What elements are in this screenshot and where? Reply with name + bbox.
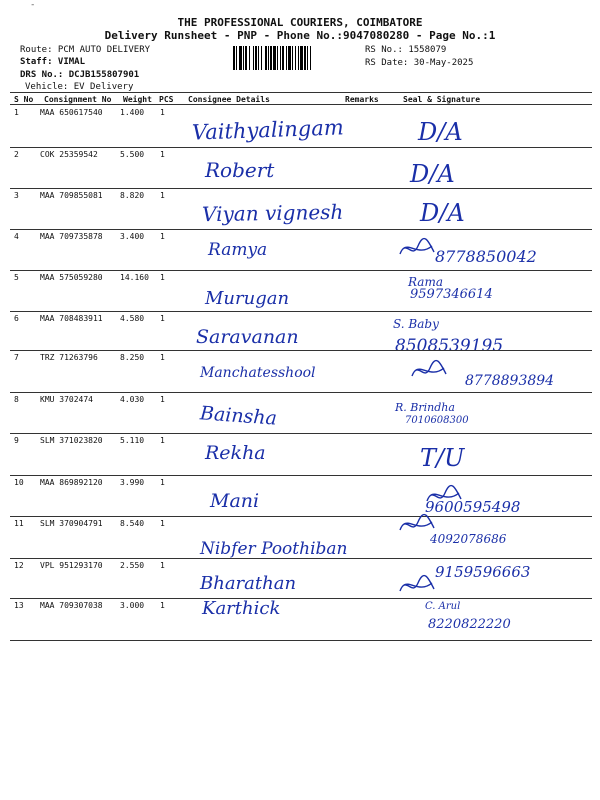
row-sno: 3	[14, 191, 19, 200]
row-consignment-no: MAA 869892120	[40, 478, 103, 487]
row-divider	[10, 475, 592, 476]
row-signature-handwriting: 9159596663	[435, 563, 531, 581]
table-end-rule	[10, 640, 592, 641]
row-consignee-handwriting: Karthick	[202, 598, 281, 619]
row-signature-handwriting-2: 8220822220	[428, 617, 511, 632]
row-signature-handwriting: D/A	[410, 160, 455, 188]
col-consignee: Consignee Details	[188, 95, 270, 104]
barcode-bar	[243, 46, 244, 70]
row-weight: 8.250	[120, 353, 145, 362]
row-consignee-handwriting: Ramya	[208, 240, 268, 260]
row-sno: 7	[14, 353, 19, 362]
row-pcs: 1	[160, 353, 165, 362]
col-sno: S No	[14, 95, 34, 104]
barcode-bar	[253, 46, 254, 70]
row-signature-handwriting: D/A	[418, 118, 463, 146]
row-signature-handwriting: S. Baby	[393, 317, 439, 331]
row-sno: 1	[14, 108, 19, 117]
row-signature-handwriting: Rama	[408, 275, 443, 289]
row-signature-handwriting: 8778850042	[435, 247, 537, 266]
barcode-bar	[307, 46, 308, 70]
row-weight: 5.110	[120, 436, 145, 445]
row-divider	[10, 516, 592, 517]
row-signature-handwriting: T/U	[420, 444, 465, 472]
row-consignee-handwriting: Vaithyalingam	[191, 115, 345, 145]
barcode-bar	[282, 46, 284, 70]
signature-scribble	[425, 483, 465, 509]
row-weight: 8.820	[120, 191, 145, 200]
col-remarks: Remarks	[345, 95, 379, 104]
row-divider	[10, 311, 592, 312]
barcode-bar	[268, 46, 269, 70]
row-weight: 4.030	[120, 395, 145, 404]
row-consignment-no: MAA 709735878	[40, 232, 103, 241]
row-consignee-handwriting: Murugan	[205, 288, 290, 309]
row-pcs: 1	[160, 232, 165, 241]
corner-mark: -	[30, 0, 36, 10]
row-sno: 10	[14, 478, 24, 487]
barcode-bar	[233, 46, 235, 70]
row-divider	[10, 270, 592, 271]
row-divider	[10, 392, 592, 393]
route-label: Route: PCM AUTO DELIVERY	[20, 45, 151, 55]
row-consignment-no: MAA 708483911	[40, 314, 103, 323]
col-pcs: PCS	[159, 95, 174, 104]
row-signature-handwriting-2: 8508539195	[395, 336, 504, 356]
row-consignment-no: MAA 709855081	[40, 191, 103, 200]
barcode-bar	[245, 46, 247, 70]
rs-number: RS No.: 1558079	[365, 45, 447, 55]
rs-date: RS Date: 30-May-2025	[365, 58, 474, 68]
row-divider	[10, 188, 592, 189]
barcode-bar	[270, 46, 272, 70]
row-signature-handwriting: C. Arul	[425, 601, 461, 612]
row-weight: 3.400	[120, 232, 145, 241]
row-pcs: 1	[160, 150, 165, 159]
runsheet-subtitle: Delivery Runsheet - PNP - Phone No.:9047080280 - Page No.:1	[104, 29, 496, 42]
row-divider	[10, 558, 592, 559]
row-pcs: 1	[160, 395, 165, 404]
vehicle-label: Vehicle: EV Delivery	[25, 82, 134, 92]
row-consignment-no: COK 25359542	[40, 150, 98, 159]
row-sno: 13	[14, 601, 24, 610]
row-divider	[10, 229, 592, 230]
signature-scribble	[410, 358, 450, 384]
row-pcs: 1	[160, 314, 165, 323]
row-sno: 5	[14, 273, 19, 282]
barcode-bar	[261, 46, 262, 70]
barcode-bar	[295, 46, 296, 70]
row-divider	[10, 350, 592, 351]
row-consignment-no: SLM 370904791	[40, 519, 103, 528]
barcode-bar	[298, 46, 299, 70]
row-signature-handwriting-2: 7010608300	[405, 415, 469, 426]
row-pcs: 1	[160, 601, 165, 610]
row-weight: 4.580	[120, 314, 145, 323]
drs-label: DRS No.: DCJB155807901	[20, 70, 140, 80]
row-signature-handwriting: R. Brindha	[395, 401, 455, 414]
company-title: THE PROFESSIONAL COURIERS, COIMBATORE	[177, 16, 423, 29]
barcode-bar	[304, 46, 306, 70]
row-signature-handwriting: D/A	[420, 199, 465, 227]
row-sno: 9	[14, 436, 19, 445]
barcode-bar	[310, 46, 311, 70]
row-consignment-no: MAA 709307038	[40, 601, 103, 610]
barcode-bar	[239, 46, 242, 70]
barcode-bar	[265, 46, 267, 70]
barcode-bar	[292, 46, 293, 70]
row-sno: 6	[14, 314, 19, 323]
row-weight: 3.000	[120, 601, 145, 610]
row-consignment-no: MAA 575059280	[40, 273, 103, 282]
col-seal-signature: Seal & Signature	[403, 95, 481, 104]
header-rule-top	[10, 92, 592, 93]
row-consignment-no: TRZ 71263796	[40, 353, 98, 362]
row-consignee-handwriting: Mani	[210, 490, 260, 512]
row-signature-handwriting: 9600595498	[425, 498, 521, 516]
row-pcs: 1	[160, 561, 165, 570]
row-pcs: 1	[160, 436, 165, 445]
row-divider	[10, 598, 592, 599]
row-consignee-handwriting: Bainsha	[199, 402, 278, 430]
col-weight: Weight	[123, 95, 152, 104]
row-consignment-no: VPL 951293170	[40, 561, 103, 570]
row-signature-handwriting-2: 9597346614	[410, 287, 493, 302]
row-pcs: 1	[160, 478, 165, 487]
row-consignment-no: KMU 3702474	[40, 395, 93, 404]
row-consignee-handwriting: Nibfer Poothiban	[200, 539, 348, 559]
row-weight: 8.540	[120, 519, 145, 528]
row-sno: 12	[14, 561, 24, 570]
row-pcs: 1	[160, 519, 165, 528]
barcode-bar	[236, 46, 237, 70]
barcode-graphic	[233, 46, 355, 70]
row-weight: 5.500	[120, 150, 145, 159]
signature-scribble	[398, 236, 438, 262]
barcode-bar	[249, 46, 250, 70]
row-weight: 2.550	[120, 561, 145, 570]
row-consignee-handwriting: Saravanan	[196, 326, 299, 348]
barcode-bar	[258, 46, 259, 70]
row-pcs: 1	[160, 273, 165, 282]
row-divider	[10, 147, 592, 148]
signature-scribble	[398, 573, 438, 599]
barcode-bar	[273, 46, 276, 70]
row-consignment-no: MAA 650617540	[40, 108, 103, 117]
barcode-bar	[300, 46, 303, 70]
signature-scribble	[398, 512, 438, 538]
row-sno: 8	[14, 395, 19, 404]
row-weight: 3.990	[120, 478, 145, 487]
row-signature-handwriting: 4092078686	[430, 532, 507, 546]
row-consignee-handwriting: Manchatesshool	[200, 365, 316, 381]
row-sno: 2	[14, 150, 19, 159]
barcode-bar	[286, 46, 287, 70]
row-consignee-handwriting: Bharathan	[200, 573, 297, 594]
row-sno: 11	[14, 519, 24, 528]
row-consignee-handwriting: Rekha	[205, 442, 266, 464]
row-pcs: 1	[160, 191, 165, 200]
staff-label: Staff: VIMAL	[20, 57, 86, 67]
row-consignee-handwriting: Robert	[205, 158, 275, 182]
barcode-bar	[288, 46, 291, 70]
row-consignee-handwriting: Viyan vignesh	[201, 199, 344, 227]
row-consignment-no: SLM 371023820	[40, 436, 103, 445]
col-consignment: Consignment No	[44, 95, 112, 104]
row-divider	[10, 433, 592, 434]
row-weight: 1.400	[120, 108, 145, 117]
row-pcs: 1	[160, 108, 165, 117]
row-weight: 14.160	[120, 273, 149, 282]
barcode-bar	[280, 46, 281, 70]
header-rule-bottom	[10, 104, 592, 105]
row-signature-handwriting: 8778893894	[465, 373, 555, 389]
barcode-bar	[255, 46, 257, 70]
barcode-bar	[277, 46, 278, 70]
row-sno: 4	[14, 232, 19, 241]
